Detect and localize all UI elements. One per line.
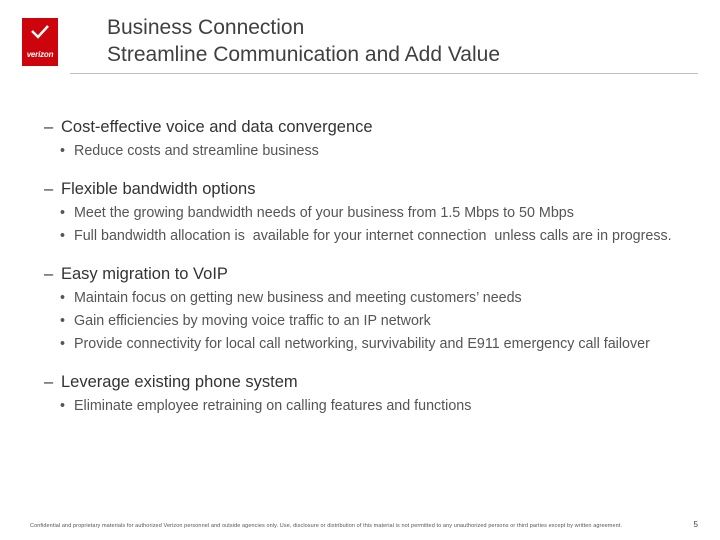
bullet-text: Full bandwidth allocation is available for your internet connection unless calls are in progress. <box>74 228 672 244</box>
verizon-checkmark-icon <box>29 23 51 41</box>
heading-text: Cost-effective voice and data convergence <box>61 118 373 136</box>
bullet-dot: • <box>60 205 66 221</box>
bullet-dot: • <box>60 398 66 414</box>
bullet-dot: • <box>60 290 66 306</box>
section-phone-system <box>44 371 684 416</box>
title-line-2: Streamline Communication and Add Value <box>107 43 501 66</box>
bullet-dot: • <box>60 313 66 329</box>
title-divider <box>70 73 698 74</box>
bullet-list <box>44 141 684 161</box>
bullet-text: Maintain focus on getting new business and meeting customers’ needs <box>74 290 522 306</box>
title-line-1: Business Connection <box>107 16 305 39</box>
bullet-dot: • <box>60 336 66 352</box>
dash-marker: – <box>44 373 54 391</box>
heading-text: Easy migration to VoIP <box>61 265 228 283</box>
bullet-list <box>44 288 684 354</box>
bullet-text: Eliminate employee retraining on calling features and functions <box>74 398 472 414</box>
bullet-item <box>44 203 674 223</box>
bullet-dot: • <box>60 143 66 159</box>
heading-text: Flexible bandwidth options <box>61 180 256 198</box>
bullet-text: Reduce costs and streamline business <box>74 143 319 159</box>
bullet-item <box>44 334 674 354</box>
section-heading <box>44 371 684 393</box>
dash-marker: – <box>44 118 54 136</box>
slide-title <box>107 14 500 68</box>
bullet-item <box>44 141 674 161</box>
section-heading <box>44 116 684 138</box>
bullet-text: Meet the growing bandwidth needs of your business from 1.5 Mbps to 50 Mbps <box>74 205 574 221</box>
bullet-item <box>44 288 674 308</box>
page-number: 5 <box>693 520 698 529</box>
dash-marker: – <box>44 265 54 283</box>
heading-text: Leverage existing phone system <box>61 373 298 391</box>
bullet-item <box>44 226 674 246</box>
section-convergence <box>44 116 684 161</box>
bullet-dot: • <box>60 228 66 244</box>
section-heading <box>44 263 684 285</box>
bullet-text: Provide connectivity for local call networking, survivability and E911 emergency call failover <box>74 336 650 352</box>
bullet-item <box>44 311 674 331</box>
section-heading <box>44 178 684 200</box>
verizon-logo <box>22 18 58 66</box>
section-bandwidth <box>44 178 684 246</box>
dash-marker: – <box>44 180 54 198</box>
confidentiality-footer: Confidential and proprietary materials for authorized Verizon personnel and outside agencies only. Use, disclosure or distribution of this material is not permitted to any unauthorized persons or third parties except by written agreement. <box>30 523 623 529</box>
bullet-list <box>44 203 684 246</box>
bullet-text: Gain efficiencies by moving voice traffic to an IP network <box>74 313 431 329</box>
section-voip <box>44 263 684 354</box>
slide-content <box>44 116 684 433</box>
logo-text: verizon <box>26 50 54 59</box>
bullet-list <box>44 396 684 416</box>
bullet-item <box>44 396 674 416</box>
